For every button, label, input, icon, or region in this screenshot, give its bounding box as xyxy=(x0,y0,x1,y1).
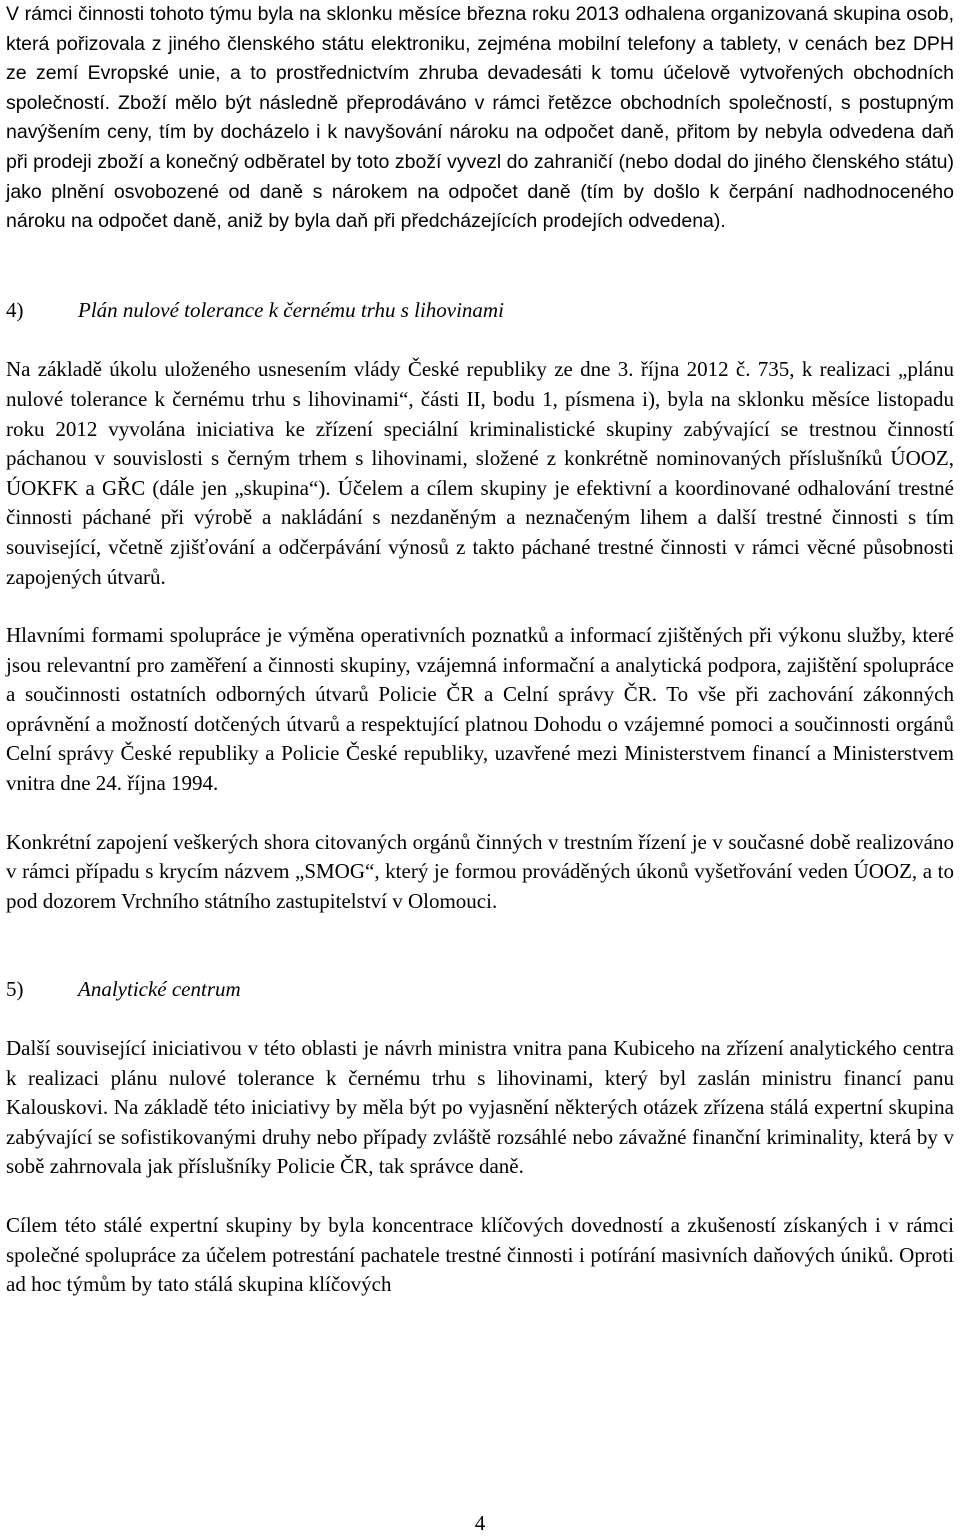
section-4-title: Plán nulové tolerance k černému trhu s lihovinami xyxy=(78,297,504,322)
section-5-number: 5) xyxy=(6,977,24,1002)
section-4-number: 4) xyxy=(6,297,24,322)
section-4-paragraph-3: Konkrétní zapojení veškerých shora citovaných orgánů činných v trestním řízení je v současné době realizováno v rámci případu s krycím názvem „SMOG“, který je formou prováděných úkonů vyšetřování veden ÚOOZ, a to pod dozorem Vrchního státního zastupitelství v Olomouci. xyxy=(6,829,954,913)
section-4-paragraph-2: Hlavními formami spolupráce je výměna operativních poznatků a informací zjištěných při výkonu služby, které jsou relevantní pro zaměření a činnosti skupiny, vzájemná informační a analytická podpora, zajištění spolupráce a součinnosti ostatních odborných útvarů Policie ČR a Celní správy ČR. To vše při zachování zákonných oprávnění a možností dotčených útvarů a respektující platnou Dohodu o vzájemné pomoci a součinnosti orgánů Celní správy České republiky a Policie České republiky, uzavřené mezi Ministerstvem financí a Ministerstvem vnitra dne 24. října 1994. xyxy=(6,623,954,796)
section-4-paragraph-1: Na základě úkolu uloženého usnesením vlády České republiky ze dne 3. října 2012 č. 735, k realizaci „plánu nulové tolerance k černému trhu s lihovinami“, části II, bodu 1, písmena i), byla na sklonku měsíce listopadu roku 2012 vyvolána iniciativa ke zřízení speciální kriminalistické skupiny zabývající se trestnou činností páchanou v souvislosti s černým trhem s lihovinami, složené z konkrétně nominovaných příslušníků ÚOOZ, ÚOKFK a GŘC (dále jen „skupina“). Účelem a cílem skupiny je efektivní a koordinované odhalování trestné činnosti páchané při výrobě a nakládání s nezdaněným a neznačeným lihem a další trestné činnosti s tím související, včetně zjišťování a odčerpávání výnosů z takto páchané trestné činnosti v rámci věcné působnosti zapojených útvarů. xyxy=(6,357,954,589)
intro-paragraph: V rámci činnosti tohoto týmu byla na sklonku měsíce března roku 2013 odhalena organizovaná skupina osob, která pořizovala z jiného členského státu elektroniku, zejména mobilní telefony a tablety, v cenách bez DPH ze zemí Evropské unie, a to prostřednictvím zhruba devadesáti k tomu účelově vytvořených obchodních společností. Zboží mělo být následně přeprodáváno v rámci řetězce obchodních společností, s postupným navýšením ceny, tím by docházelo i k navyšování nároku na odpočet daně, přitom by nebyla odvedena daň při prodeji zboží a konečný odběratel by toto zboží vyvezl do zahraničí (nebo dodal do jiného členského státu) jako plnění osvobozené od daně s nárokem na odpočet daně (tím by došlo k čerpání nadhodnoceného nároku na odpočet daně, aniž by byla daň při předcházejících prodejích odvedena). xyxy=(6,3,954,233)
section-4-heading xyxy=(6,296,954,326)
page-number: 4 xyxy=(474,1511,486,1535)
section-5-title: Analytické centrum xyxy=(78,977,241,1002)
section-5-paragraph-1: Další související iniciativou v této oblasti je návrh ministra vnitra pana Kubiceho na zřízení analytického centra k realizaci plánu nulové tolerance k černému trhu s lihovinami, který byl zaslán ministru financí panu Kalouskovi. Na základě této iniciativy by měla být po vyjasnění některých otázek zřízena stálá expertní skupina zabývající se sofistikovanými druhy nebo případy zvláště rozsáhlé nebo závažné finanční kriminality, která by v sobě zahrnovala jak příslušníky Policie ČR, tak správce daně. xyxy=(6,1036,954,1179)
section-5-paragraph-2: Cílem této stálé expertní skupiny by byla koncentrace klíčových dovedností a zkušeností získaných i v rámci společné spolupráce za účelem potrestání pachatele trestné činnosti i potírání masivních daňových úniků. Oproti ad hoc týmům by tato stálá skupina klíčových xyxy=(6,1213,954,1297)
section-5-heading xyxy=(6,975,954,1005)
document-page xyxy=(6,0,954,1300)
